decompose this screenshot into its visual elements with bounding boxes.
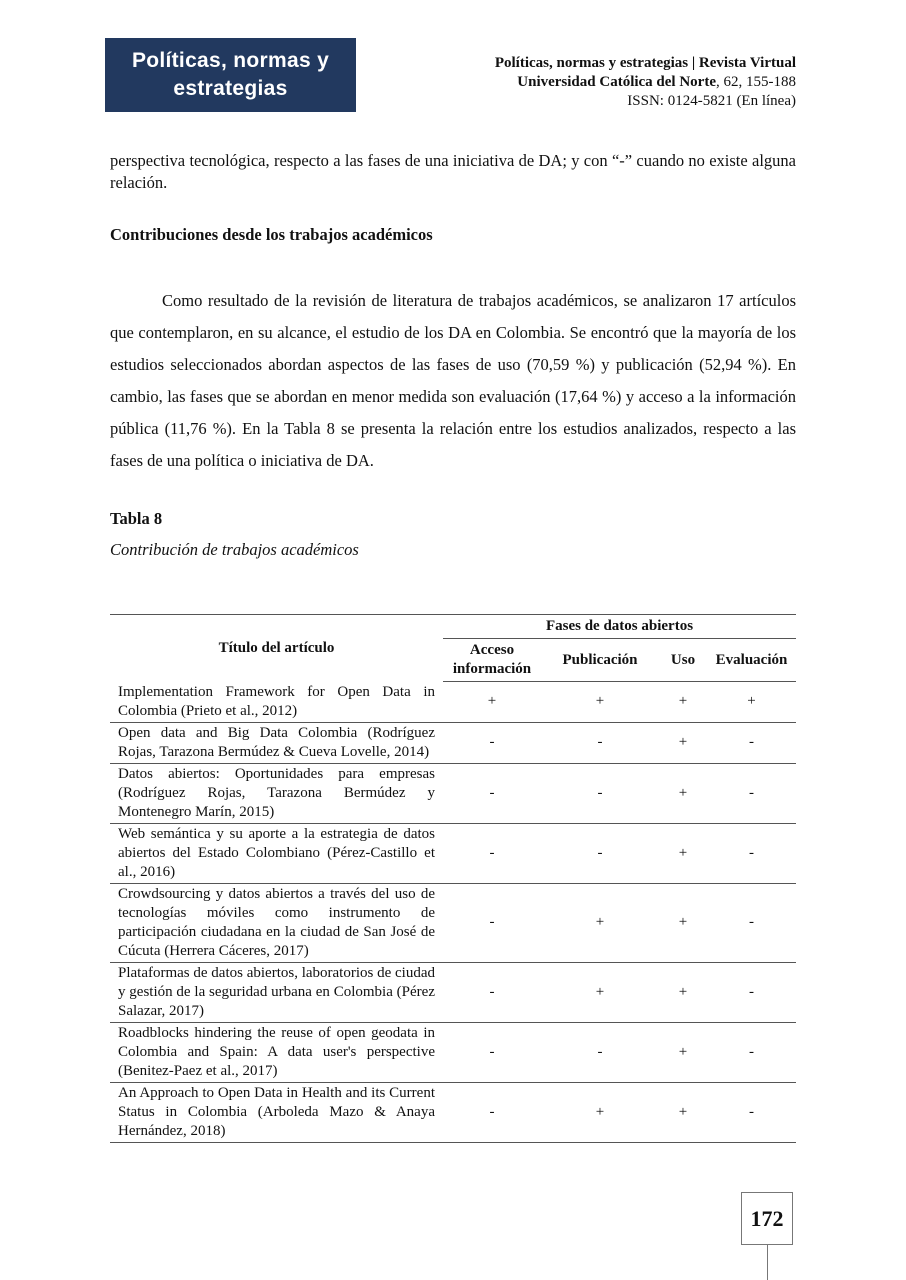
uso-mark: + [659,682,707,723]
intro-paragraph: perspectiva tecnológica, respecto a las fases de una iniciativa de DA; y con “-” cuando no existe alguna relación. [110,151,796,192]
table-label: Tabla 8 [110,509,163,528]
acceso-mark: - [443,1022,541,1082]
issn: ISSN: 0124-5821 (En línea) [627,93,796,109]
table-row [110,682,796,723]
uso-mark: + [659,1082,707,1142]
evaluacion-mark: - [707,763,796,823]
evaluacion-mark: - [707,1082,796,1142]
uso-mark: + [659,883,707,962]
table-row [110,722,796,763]
table-row [110,883,796,962]
contributions-table [110,614,796,1143]
article-title: Open data and Big Data Colombia (Rodríguez Rojas, Tarazona Bermúdez & Cueva Lovelle, 2014) [110,722,443,763]
publicacion-mark: + [541,962,659,1022]
acceso-mark: + [443,682,541,723]
publicacion-mark: - [541,1022,659,1082]
evaluacion-mark: - [707,823,796,883]
page-marker-line [767,1245,768,1280]
table-caption: Contribución de trabajos académicos [110,540,359,559]
acceso-mark: - [443,763,541,823]
evaluacion-mark: - [707,962,796,1022]
uso-mark: + [659,823,707,883]
table-row [110,1082,796,1142]
running-header [495,54,796,111]
uso-mark: + [659,722,707,763]
publicacion-mark: + [541,682,659,723]
group-header-phases: Fases de datos abiertos [443,615,796,639]
publicacion-mark: - [541,763,659,823]
column-header-publicacion: Publicación [541,639,659,682]
section-heading: Contribuciones desde los trabajos académicos [110,225,433,244]
evaluacion-mark: - [707,722,796,763]
uso-mark: + [659,763,707,823]
publicacion-mark: - [541,823,659,883]
column-header-uso: Uso [659,639,707,682]
table-row [110,763,796,823]
issue-info: , 62, 155-188 [716,74,796,90]
page-number: 172 [741,1192,793,1245]
article-title: Crowdsourcing y datos abiertos a través del uso de tecnologías móviles como instrumento de participación ciudadana en la ciudad de San José de Cúcuta (Herrera Cáceres, 2017) [110,883,443,962]
column-header-acceso: Acceso información [443,639,541,682]
acceso-mark: - [443,823,541,883]
badge-line-1: Políticas, normas y [131,49,330,72]
publicacion-mark: + [541,1082,659,1142]
column-header-title: Título del artículo [110,615,443,682]
table-row [110,962,796,1022]
uso-mark: + [659,962,707,1022]
table-row [110,1022,796,1082]
publicacion-mark: + [541,883,659,962]
acceso-mark: - [443,962,541,1022]
article-title: Web semántica y su aporte a la estrategia de datos abiertos del Estado Colombiano (Pérez-Castillo et al., 2016) [110,823,443,883]
column-header-evaluacion: Evaluación [707,639,796,682]
journal-name: Políticas, normas y estrategias | Revista Virtual [494,55,796,71]
main-paragraph: Como resultado de la revisión de literatura de trabajos académicos, se analizaron 17 artículos que contemplaron, en su alcance, el estudio de los DA en Colombia. Se encontró que la mayoría de los estudios seleccionados abordan aspectos de las fases de uso (70,59 %) y publicación (52,94 %). En cambio, las fases que se abordan en menor medida son evaluación (17,64 %) y acceso a la información pública (11,76 %). En la Tabla 8 se presenta la relación entre los estudios analizados, respecto a las fases de una política o iniciativa de DA. [110,291,796,470]
uso-mark: + [659,1022,707,1082]
acceso-mark: - [443,883,541,962]
article-title: Plataformas de datos abiertos, laboratorios de ciudad y gestión de la seguridad urbana en Colombia (Pérez Salazar, 2017) [110,962,443,1022]
publicacion-mark: - [541,722,659,763]
badge-line-2: estrategias [173,77,288,100]
acceso-mark: - [443,1082,541,1142]
evaluacion-mark: - [707,1022,796,1082]
table-row [110,823,796,883]
article-title: An Approach to Open Data in Health and its Current Status in Colombia (Arboleda Mazo & Anaya Hernández, 2018) [110,1082,443,1142]
article-title: Roadblocks hindering the reuse of open geodata in Colombia and Spain: A data user's perspective (Benitez-Paez et al., 2017) [110,1022,443,1082]
article-title: Datos abiertos: Oportunidades para empresas (Rodríguez Rojas, Tarazona Bermúdez y Montenegro Marín, 2015) [110,763,443,823]
acceso-mark: - [443,722,541,763]
evaluacion-mark: + [707,682,796,723]
university-name: Universidad Católica del Norte [517,74,716,90]
journal-section-badge [105,38,356,112]
article-title: Implementation Framework for Open Data in Colombia (Prieto et al., 2012) [110,682,443,723]
evaluacion-mark: - [707,883,796,962]
